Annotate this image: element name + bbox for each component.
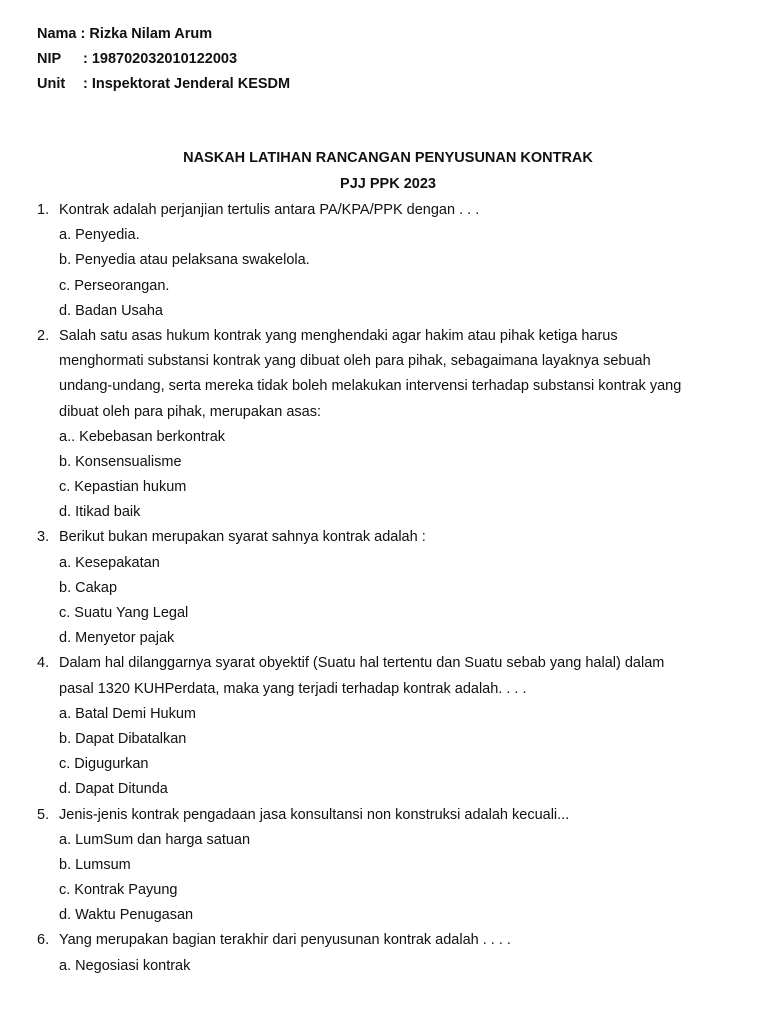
separator: : [83,76,92,92]
unit-value: Inspektorat Jenderal KESDM [91,76,291,92]
question-number: 4. [37,655,50,672]
answer-option: d. Dapat Ditunda [59,781,168,798]
unit-row [37,74,290,99]
question-number: 6. [37,932,50,949]
nama-row [37,24,290,49]
question-text: Salah satu asas hukum kontrak yang menghendaki agar hakim atau pihak ketiga harus [59,327,618,344]
answer-option: b. Lumsum [59,856,131,873]
answer-option: b. Konsensualisme [59,453,182,470]
question-number: 5. [37,806,50,823]
answer-option: a. Penyedia. [59,227,140,244]
identity-header [37,24,290,99]
answer-option: b. Dapat Dibatalkan [59,730,187,747]
unit-label: Unit [37,76,66,92]
question-text: pasal 1320 KUHPerdata, maka yang terjadi terhadap kontrak adalah. . . . [59,680,527,697]
document-title: NASKAH LATIHAN RANCANGAN PENYUSUNAN KONTRAK [183,150,593,166]
question-number: 3. [37,529,50,546]
question-text: Yang merupakan bagian terakhir dari penyusunan kontrak adalah . . . . [59,932,511,949]
question-number: 1. [37,202,50,218]
question-text: menghormati substansi kontrak yang dibuat oleh para pihak, sebagaimana layaknya sebuah [59,353,651,370]
answer-option: c. Perseorangan. [59,277,170,294]
answer-option: c. Digugurkan [59,756,149,773]
question-text-line [37,326,737,351]
question-text: dibuat oleh para pihak, merupakan asas: [59,403,321,420]
answer-option: d. Itikad baik [59,504,141,521]
question-text-line [37,653,737,678]
answer-option: b. Cakap [59,579,118,596]
question-list [37,200,737,981]
question-text-line [37,930,737,955]
answer-option: a. Negosiasi kontrak [59,957,191,974]
question-text-line [37,402,737,427]
question-text: Dalam hal dilanggarnya syarat obyektif (Suatu hal tertentu dan Suatu sebab yang halal) dalam [59,655,665,672]
answer-option: d. Waktu Penugasan [59,907,194,924]
nip-label: NIP [37,51,62,67]
question-text-line [37,351,737,376]
answer-option: a.. Kebebasan berkontrak [59,428,226,445]
answer-option: c. Kepastian hukum [59,479,187,496]
answer-option: c. Kontrak Payung [59,882,178,899]
answer-option: a. Batal Demi Hukum [59,705,196,722]
nip-value: 198702032010122003 [91,51,238,67]
question-text-line [37,376,737,401]
answer-option: d. Menyetor pajak [59,630,175,647]
answer-option: b. Penyedia atau pelaksana swakelola. [59,252,310,269]
question-text: Kontrak adalah perjanjian tertulis antara PA/KPA/PPK dengan . . . [59,202,480,218]
question-text: undang-undang, serta mereka tidak boleh melakukan intervensi terhadap substansi kontrak yang [59,378,682,395]
question-text: Berikut bukan merupakan syarat sahnya kontrak adalah : [59,529,426,546]
nip-row [37,49,290,74]
question-text-line [37,200,737,225]
separator: : [76,26,90,42]
answer-option: a. Kesepakatan [59,554,160,571]
question-text-line [37,679,737,704]
document-subtitle: PJJ PPK 2023 [340,176,436,192]
answer-option: a. LumSum dan harga satuan [59,831,251,848]
separator: : [83,51,92,67]
question-text-line [37,805,737,830]
answer-option: c. Suatu Yang Legal [59,605,189,621]
question-number: 2. [37,327,50,344]
question-text-line [37,527,737,552]
nama-label: Nama [37,26,77,42]
nama-value: Rizka Nilam Arum [89,26,213,42]
answer-option: d. Badan Usaha [59,302,163,319]
question-text: Jenis-jenis kontrak pengadaan jasa konsultansi non konstruksi adalah kecuali... [59,806,570,823]
